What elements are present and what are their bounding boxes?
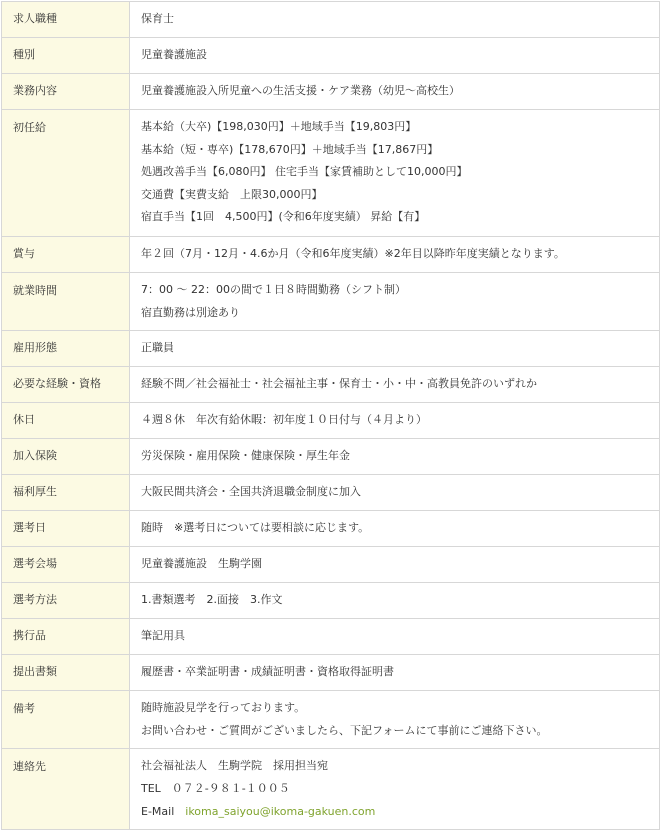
row-value-notes [130,691,660,749]
table-row [2,655,660,691]
table-row [2,583,660,619]
row-value-job-type [130,2,660,38]
contact-tel: TEL ０７２-９８１-１００５ [141,781,290,795]
value-line: 宿直手当【1回 4,500円】(令和6年度実績） 昇給【有】 [141,210,426,224]
row-label-contact: 連絡先 [2,749,130,830]
row-value-working-hours [130,273,660,331]
table-row [2,403,660,439]
value-line: 履歴書・卒業証明書・成績証明書・資格取得証明書 [141,665,394,679]
row-value-requirements [130,367,660,403]
row-label-working-hours: 就業時間 [2,273,130,331]
row-label-bonus: 賞与 [2,237,130,273]
row-label-items-to-bring: 携行品 [2,619,130,655]
row-label-category: 種別 [2,38,130,74]
row-value-insurance [130,439,660,475]
value-line: 交通費【実費支給 上限30,000円】 [141,187,323,201]
table-row [2,273,660,331]
value-line: 筆記用具 [141,629,185,643]
value-line: 宿直勤務は別途あり [141,305,240,319]
row-value-selection-venue [130,547,660,583]
row-value-selection-method [130,583,660,619]
row-label-insurance: 加入保険 [2,439,130,475]
row-value-contact [130,749,660,830]
row-label-salary: 初任給 [2,110,130,237]
row-label-job-type: 求人職種 [2,2,130,38]
row-label-notes: 備考 [2,691,130,749]
row-value-items-to-bring [130,619,660,655]
table-row [2,237,660,273]
row-value-employment-type [130,331,660,367]
table-row [2,74,660,110]
email-label: E-Mail [141,804,175,818]
value-line: 児童養護施設 生駒学園 [141,557,262,571]
row-value-duties [130,74,660,110]
value-line: ４週８休 年次有給休暇：初年度１０日付与（４月より） [141,413,427,427]
value-line: 年２回（7月・12月・4.6か月（令和6年度実績）※2年目以降昨年度実績となります。 [141,247,565,261]
value-line: 正職員 [141,341,174,355]
row-label-employment-type: 雇用形態 [2,331,130,367]
row-value-bonus [130,237,660,273]
table-row [2,110,660,237]
value-line: 経験不問／社会福祉士・社会福祉主事・保育士・小・中・高教員免許のいずれか [141,377,537,391]
value-line: お問い合わせ・ご質問がございましたら、下記フォームにて事前にご連絡下さい。 [141,723,548,737]
table-row [2,475,660,511]
value-line: 社会福祉法人 生駒学院 採用担当宛 [141,759,328,773]
table-row [2,511,660,547]
row-label-benefits: 福利厚生 [2,475,130,511]
row-label-requirements: 必要な経験・資格 [2,367,130,403]
row-value-benefits [130,475,660,511]
row-label-selection-venue: 選考会場 [2,547,130,583]
contact-email-line [141,801,659,824]
job-details-table [1,1,660,830]
value-line: 基本給（大卒)【198,030円】＋地域手当【19,803円】 [141,120,417,133]
value-line: 随時施設見学を行っております。 [141,701,306,715]
value-line: 処遇改善手当【6,080円】 住宅手当【家賃補助として10,000円】 [141,165,468,179]
row-value-salary [130,110,660,237]
table-row [2,38,660,74]
value-line: 労災保険・雇用保険・健康保険・厚生年金 [141,449,350,463]
row-value-documents [130,655,660,691]
row-label-holidays: 休日 [2,403,130,439]
value-line: 児童養護施設 [141,48,207,62]
table-row [2,547,660,583]
value-line: 随時 ※選考日については要相談に応じます。 [141,521,370,535]
row-label-duties: 業務内容 [2,74,130,110]
table-row [2,749,660,830]
table-row [2,331,660,367]
table-row [2,367,660,403]
value-line: 児童養護施設入所児童への生活支援・ケア業務（幼児～高校生） [141,84,460,98]
row-label-documents: 提出書類 [2,655,130,691]
row-label-selection-date: 選考日 [2,511,130,547]
row-value-selection-date [130,511,660,547]
value-line: 大阪民間共済会・全国共済退職金制度に加入 [141,485,361,499]
row-value-holidays [130,403,660,439]
value-line: 1.書類選考 2.面接 3.作文 [141,593,283,607]
value-line: 基本給（短・専卒)【178,670円】＋地域手当【17,867円】 [141,142,439,156]
table-row [2,2,660,38]
table-row [2,439,660,475]
table-row [2,691,660,749]
row-value-category [130,38,660,74]
value-line: 7：00 ～ 22：00の間で１日８時間勤務（シフト制） [141,283,406,296]
table-row [2,619,660,655]
email-link[interactable]: ikoma_saiyou@ikoma-gakuen.com [185,804,376,818]
value-line: 保育士 [141,12,174,26]
row-label-selection-method: 選考方法 [2,583,130,619]
